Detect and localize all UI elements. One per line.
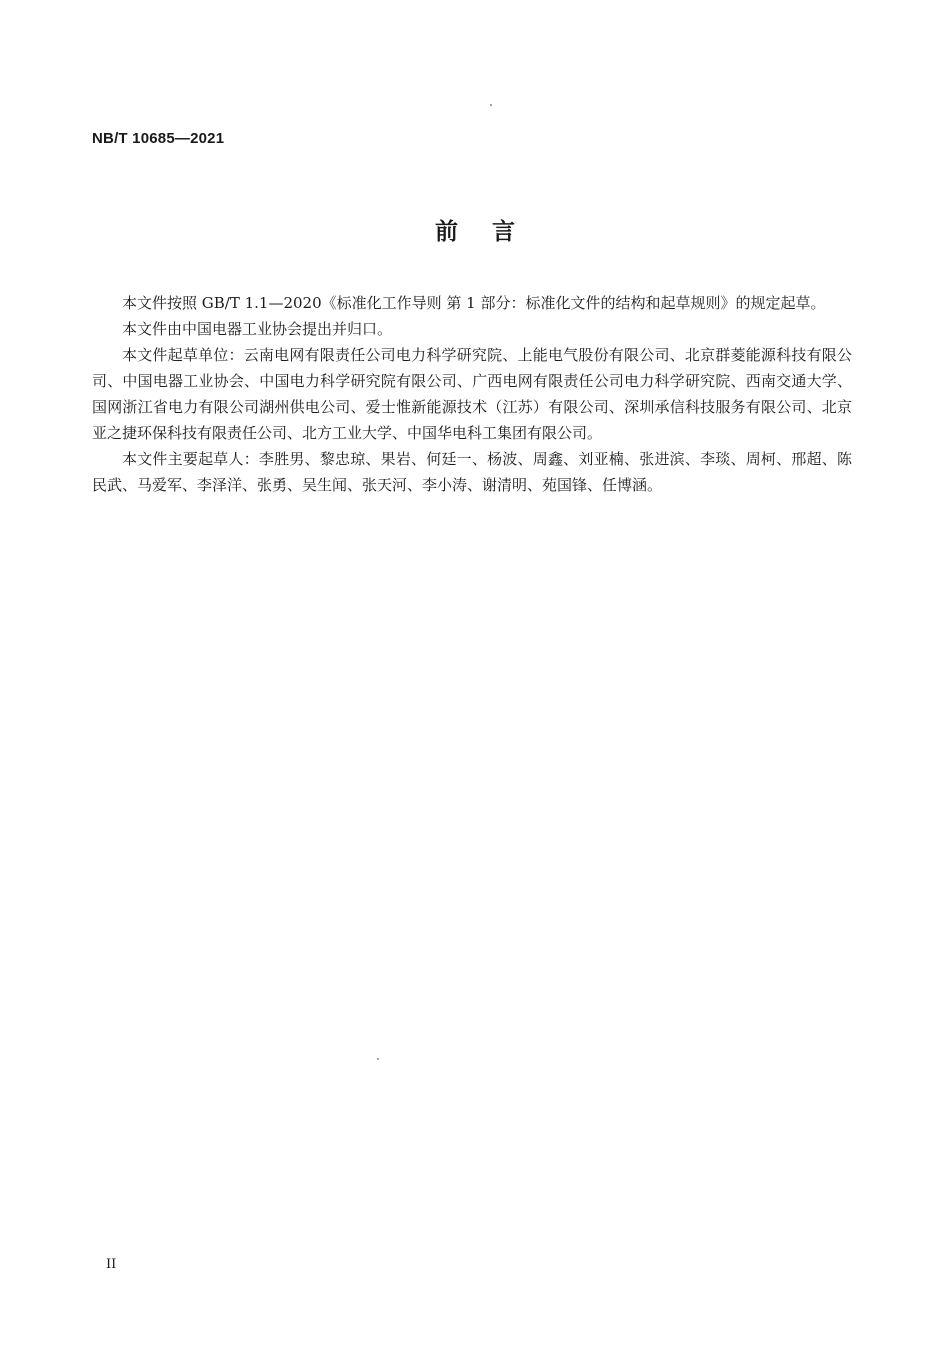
foreword-body: [92, 290, 852, 498]
section-title: 前言: [435, 219, 549, 245]
paragraph-main-drafters: 本文件主要起草人：李胜男、黎忠琼、果岩、何廷一、杨波、周鑫、刘亚楠、张进滨、李琰、周柯、邢超、陈民武、马爱军、李泽洋、张勇、吴生闻、张天河、李小涛、谢清明、苑国锋、任博涵。: [92, 450, 852, 494]
scan-speck: [490, 104, 492, 106]
paragraph-drafting-rules: 本文件按照 GB/T 1.1—2020《标准化工作导则 第 1 部分：标准化文件的结构和起草规则》的规定起草。: [122, 294, 826, 312]
paragraph-drafting-units: 本文件起草单位：云南电网有限责任公司电力科学研究院、上能电气股份有限公司、北京群菱能源科技有限公司、中国电器工业协会、中国电力科学研究院有限公司、广西电网有限责任公司电力科学研究院、西南交通大学、国网浙江省电力有限公司湖州供电公司、爱士惟新能源技术（江苏）有限公司、深圳承信科技服务有限公司、北京亚之捷环保科技有限责任公司、北方工业大学、中国华电科工集团有限公司。: [92, 346, 852, 442]
page-number: II: [106, 1257, 117, 1272]
standard-code: NB/T 10685—2021: [92, 130, 225, 147]
paragraph-proposer: 本文件由中国电器工业协会提出并归口。: [122, 320, 393, 338]
scan-speck: [377, 1058, 379, 1060]
